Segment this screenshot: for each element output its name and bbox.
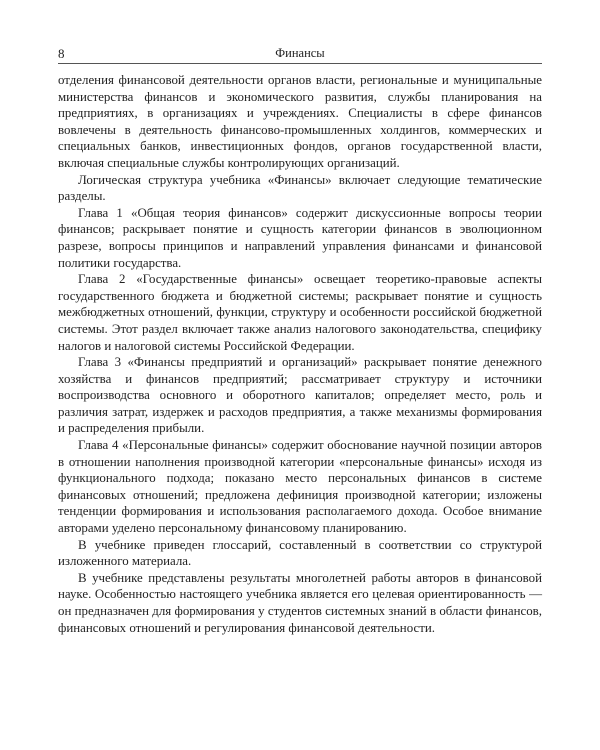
paragraph-chapter-3: Глава 3 «Финансы предприятий и организаций» раскрывает понятие денежного хозяйства и финансов предприятий; рассматривает структуру и источники воспроизводства основного и оборотного капиталов; определяет место, роль и различия затрат, издержек и расходов предприятия, а также механизмы формирования и распределения прибыли. <box>58 355 542 436</box>
paragraph-chapter-4: Глава 4 «Персональные финансы» содержит обоснование научной позиции авторов в отношении наполнения производной категории «персональные финансы» исходя из функционального подхода; показано место персональных финансов в системе финансовых отношений; предложена дефиниция производной категории; изложены тенденции формирования и использования располагаемого дохода. Особое внимание авторами уделено персональному финансовому планированию. <box>58 438 542 536</box>
paragraph-structure-intro: Логическая структура учебника «Финансы» включает следующие тематические разделы. <box>58 172 542 204</box>
paragraph-chapter-1: Глава 1 «Общая теория финансов» содержит дискуссионные вопросы теории финансов; раскрывает понятие и сущность категории финансов в эволюционном разрезе, вопросы принципов и направлений управления финансами и финансовой политики государства. <box>58 205 542 270</box>
body-text <box>58 72 542 636</box>
paragraph-continuation: отделения финансовой деятельности органов власти, региональные и муниципальные министерства финансов и экономического развития, службы планирования на предприятиях, в организациях и учреждениях. Специалисты в сфере финансов вовлечены в деятельность финансово-промышленных холдингов, коммерческих и специальных банков, инвестиционных фондов, органов государственной власти, включая специальные службы контролирующих организаций. <box>58 73 542 170</box>
paragraph-glossary: В учебнике приведен глоссарий, составленный в соответствии со структурой изложенного материала. <box>58 537 542 569</box>
page-header <box>58 40 542 60</box>
running-title: Финансы <box>275 46 325 60</box>
paragraph-chapter-2: Глава 2 «Государственные финансы» освещает теоретико-правовые аспекты государственного бюджета и бюджетной системы; раскрывает понятие и сущность межбюджетных отношений, функции, структуру и особенности российской бюджетной системы. Этот раздел включает также анализ налогового законодательства, специфику налогов и налоговой системы Российской Федерации. <box>58 272 542 353</box>
paragraph-conclusion: В учебнике представлены результаты многолетней работы авторов в финансовой науке. Особенностью настоящего учебника является его целевая ориентированность — он предназначен для формирования у студентов системных знаний в области финансов, финансовых отношений и регулирования финансовой деятельности. <box>58 570 542 635</box>
page-number: 8 <box>58 46 65 61</box>
header-rule <box>58 63 542 64</box>
